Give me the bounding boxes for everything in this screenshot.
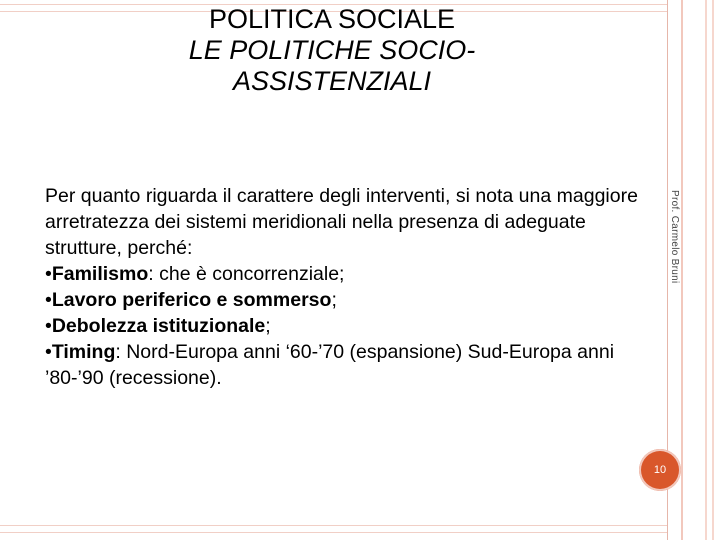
author-label: Prof. Carmelo Bruni — [669, 190, 680, 284]
title-line-2: LE POLITICHE SOCIO- — [188, 35, 476, 65]
bullet-text: ; — [331, 289, 337, 311]
page-number-badge: 10 — [639, 449, 681, 491]
title-line-3: ASSISTENZIALI — [232, 66, 432, 96]
bullet-item — [45, 313, 645, 339]
bullet-marker: • — [45, 315, 52, 337]
bullet-text: : Nord-Europa anni ‘60-’70 (espansione) Sud-Europa anni ’80-’90 (recessione). — [45, 341, 615, 389]
bullet-term: Familismo — [51, 263, 149, 285]
frame-line — [705, 0, 707, 540]
frame-line — [0, 525, 667, 526]
frame-line — [0, 532, 667, 533]
title-line-1: POLITICA SOCIALE — [208, 4, 456, 34]
bullet-marker: • — [45, 263, 52, 285]
frame-line — [681, 0, 683, 540]
bullet-term: Debolezza istituzionale — [51, 315, 266, 337]
frame-line — [712, 0, 714, 540]
bullet-term: Lavoro periferico e sommerso — [51, 289, 332, 311]
bullet-term: Timing — [51, 341, 116, 363]
bullet-item — [45, 261, 645, 287]
intro-paragraph: Per quanto riguarda il carattere degli interventi, si nota una maggiore arretratezza dei sistemi meridionali nella presenza di adeguate strutture, perché: — [45, 185, 638, 259]
bullet-item — [45, 287, 645, 313]
bullet-text: ; — [265, 315, 271, 337]
slide-title — [120, 4, 544, 97]
bullet-marker: • — [45, 341, 52, 363]
bullet-text: : che è concorrenziale; — [148, 263, 345, 285]
bullet-marker: • — [45, 289, 52, 311]
bullet-item — [45, 339, 645, 391]
slide-body — [45, 183, 645, 391]
